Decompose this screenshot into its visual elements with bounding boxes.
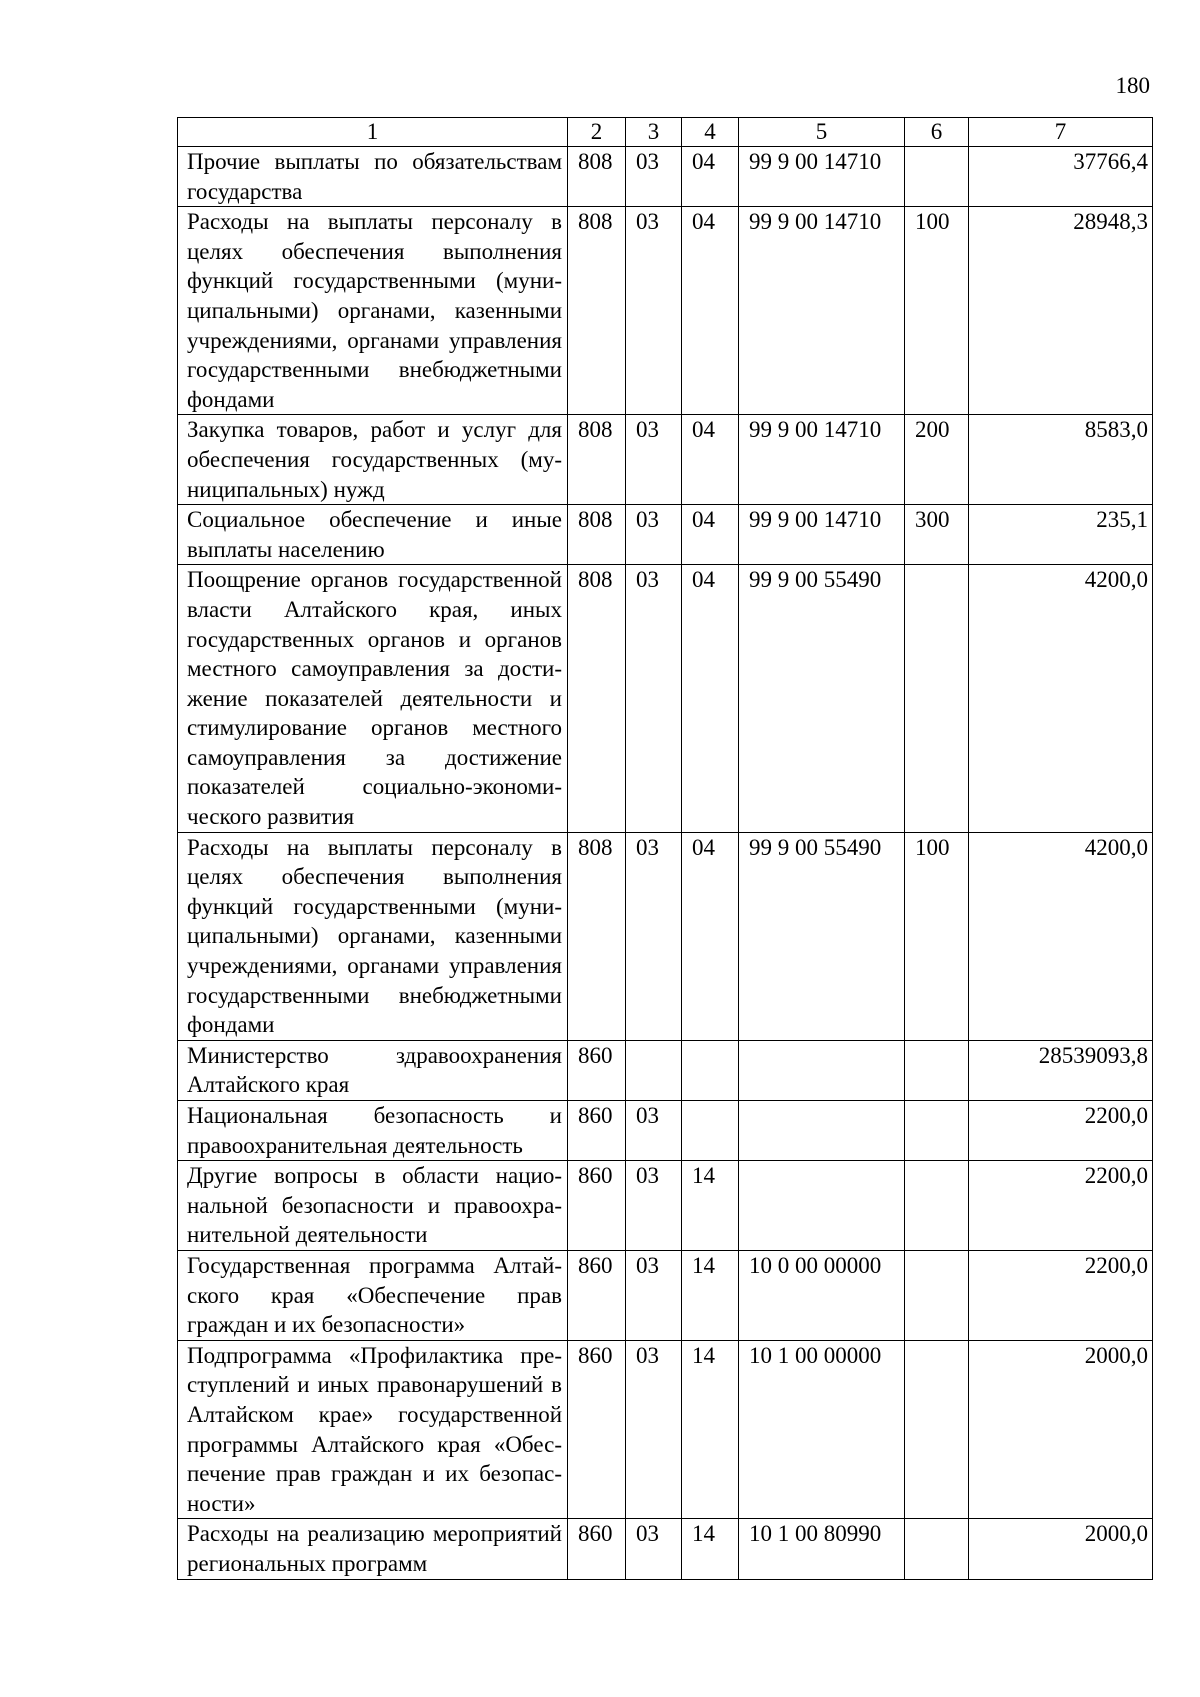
cell-admin-code: 860 [568,1340,626,1519]
cell-admin-code: 808 [568,565,626,832]
table-body [178,118,1153,1580]
cell-target-article: 99 9 00 14710 [739,207,905,415]
cell-subsection: 14 [682,1250,739,1340]
cell-admin-code: 860 [568,1101,626,1161]
cell-target-article: 99 9 00 55490 [739,565,905,832]
column-header-6: 6 [905,118,969,147]
page-number: 180 [1115,73,1150,98]
table-row [178,832,1153,1040]
cell-amount: 4200,0 [969,565,1153,832]
cell-amount: 2000,0 [969,1519,1153,1579]
cell-target-article: 99 9 00 55490 [739,832,905,1040]
table-row [178,1519,1153,1579]
cell-admin-code: 860 [568,1519,626,1579]
table-row [178,565,1153,832]
cell-admin-code: 808 [568,832,626,1040]
cell-amount: 37766,4 [969,147,1153,207]
cell-admin-code: 860 [568,1040,626,1100]
cell-target-article [739,1040,905,1100]
cell-name: Государственная программа Алтайского края «Обеспечение прав граждан и их безопасности» [178,1250,568,1340]
cell-subsection: 14 [682,1519,739,1579]
cell-name: Национальная безопасность и правоохранительная деятельность [178,1101,568,1161]
table-row [178,1250,1153,1340]
column-header-5: 5 [739,118,905,147]
cell-admin-code: 808 [568,207,626,415]
table-row [178,1161,1153,1251]
column-header-4: 4 [682,118,739,147]
table-row [178,1040,1153,1100]
cell-subsection: 14 [682,1340,739,1519]
table-row [178,1101,1153,1161]
column-header-3: 3 [626,118,682,147]
column-header-1: 1 [178,118,568,147]
cell-target-article [739,1101,905,1161]
table-header-row [178,118,1153,147]
cell-subsection: 04 [682,147,739,207]
cell-amount: 235,1 [969,505,1153,565]
cell-expense-type [905,147,969,207]
cell-section: 03 [626,1519,682,1579]
table-row [178,147,1153,207]
cell-section: 03 [626,1161,682,1251]
cell-name: Социальное обеспечение и иные выплаты населению [178,505,568,565]
cell-subsection: 04 [682,505,739,565]
table-row [178,1340,1153,1519]
table-row [178,415,1153,505]
budget-table [177,117,1153,1580]
cell-name: Поощрение органов государственной власти Алтайского края, иных государственных органов и органов местного самоуправления за достижение показателей деятельности и стимулирование органов местного самоуправления за достижение показателей социально-экономического развития [178,565,568,832]
cell-section: 03 [626,832,682,1040]
cell-name: Прочие выплаты по обязательствам государства [178,147,568,207]
cell-expense-type: 200 [905,415,969,505]
cell-subsection [682,1101,739,1161]
cell-subsection: 04 [682,565,739,832]
cell-expense-type [905,1040,969,1100]
cell-section: 03 [626,207,682,415]
cell-subsection [682,1040,739,1100]
cell-name: Расходы на выплаты персоналу в целях обеспечения выполнения функций государственными (муниципальными) органами, казенными учреждениями, органами управления государственными внебюджетными фондами [178,832,568,1040]
cell-section: 03 [626,1340,682,1519]
cell-expense-type [905,1101,969,1161]
table-row [178,207,1153,415]
cell-amount: 2200,0 [969,1101,1153,1161]
cell-name: Закупка товаров, работ и услуг для обеспечения государственных (муниципальных) нужд [178,415,568,505]
cell-expense-type [905,1519,969,1579]
cell-subsection: 14 [682,1161,739,1251]
cell-amount: 28539093,8 [969,1040,1153,1100]
cell-section: 03 [626,415,682,505]
cell-amount: 2000,0 [969,1340,1153,1519]
cell-section [626,1040,682,1100]
cell-subsection: 04 [682,832,739,1040]
cell-admin-code: 860 [568,1250,626,1340]
cell-admin-code: 808 [568,147,626,207]
cell-expense-type [905,565,969,832]
cell-name: Подпрограмма «Профилактика преступлений и иных правонарушений в Алтайском крае» государственной программы Алтайского края «Обеспечение прав граждан и их безопасности» [178,1340,568,1519]
cell-admin-code: 808 [568,415,626,505]
cell-admin-code: 808 [568,505,626,565]
cell-amount: 28948,3 [969,207,1153,415]
cell-expense-type [905,1161,969,1251]
table-row [178,505,1153,565]
cell-name: Другие вопросы в области национальной безопасности и правоохранительной деятельности [178,1161,568,1251]
column-header-2: 2 [568,118,626,147]
cell-admin-code: 860 [568,1161,626,1251]
cell-section: 03 [626,1101,682,1161]
cell-subsection: 04 [682,207,739,415]
cell-section: 03 [626,505,682,565]
cell-section: 03 [626,565,682,832]
cell-name: Расходы на выплаты персоналу в целях обеспечения выполнения функций государственными (муниципальными) органами, казенными учреждениями, органами управления государственными внебюджетными фондами [178,207,568,415]
cell-subsection: 04 [682,415,739,505]
cell-amount: 2200,0 [969,1250,1153,1340]
cell-name: Министерство здравоохранения Алтайского края [178,1040,568,1100]
cell-amount: 8583,0 [969,415,1153,505]
cell-expense-type [905,1250,969,1340]
cell-expense-type [905,1340,969,1519]
cell-expense-type: 100 [905,207,969,415]
cell-name: Расходы на реализацию мероприятий региональных программ [178,1519,568,1579]
cell-amount: 2200,0 [969,1161,1153,1251]
cell-expense-type: 100 [905,832,969,1040]
cell-target-article: 10 0 00 00000 [739,1250,905,1340]
cell-section: 03 [626,1250,682,1340]
cell-target-article [739,1161,905,1251]
cell-section: 03 [626,147,682,207]
column-header-7: 7 [969,118,1153,147]
cell-target-article: 99 9 00 14710 [739,415,905,505]
cell-amount: 4200,0 [969,832,1153,1040]
cell-target-article: 99 9 00 14710 [739,147,905,207]
cell-target-article: 10 1 00 00000 [739,1340,905,1519]
cell-expense-type: 300 [905,505,969,565]
cell-target-article: 99 9 00 14710 [739,505,905,565]
cell-target-article: 10 1 00 80990 [739,1519,905,1579]
